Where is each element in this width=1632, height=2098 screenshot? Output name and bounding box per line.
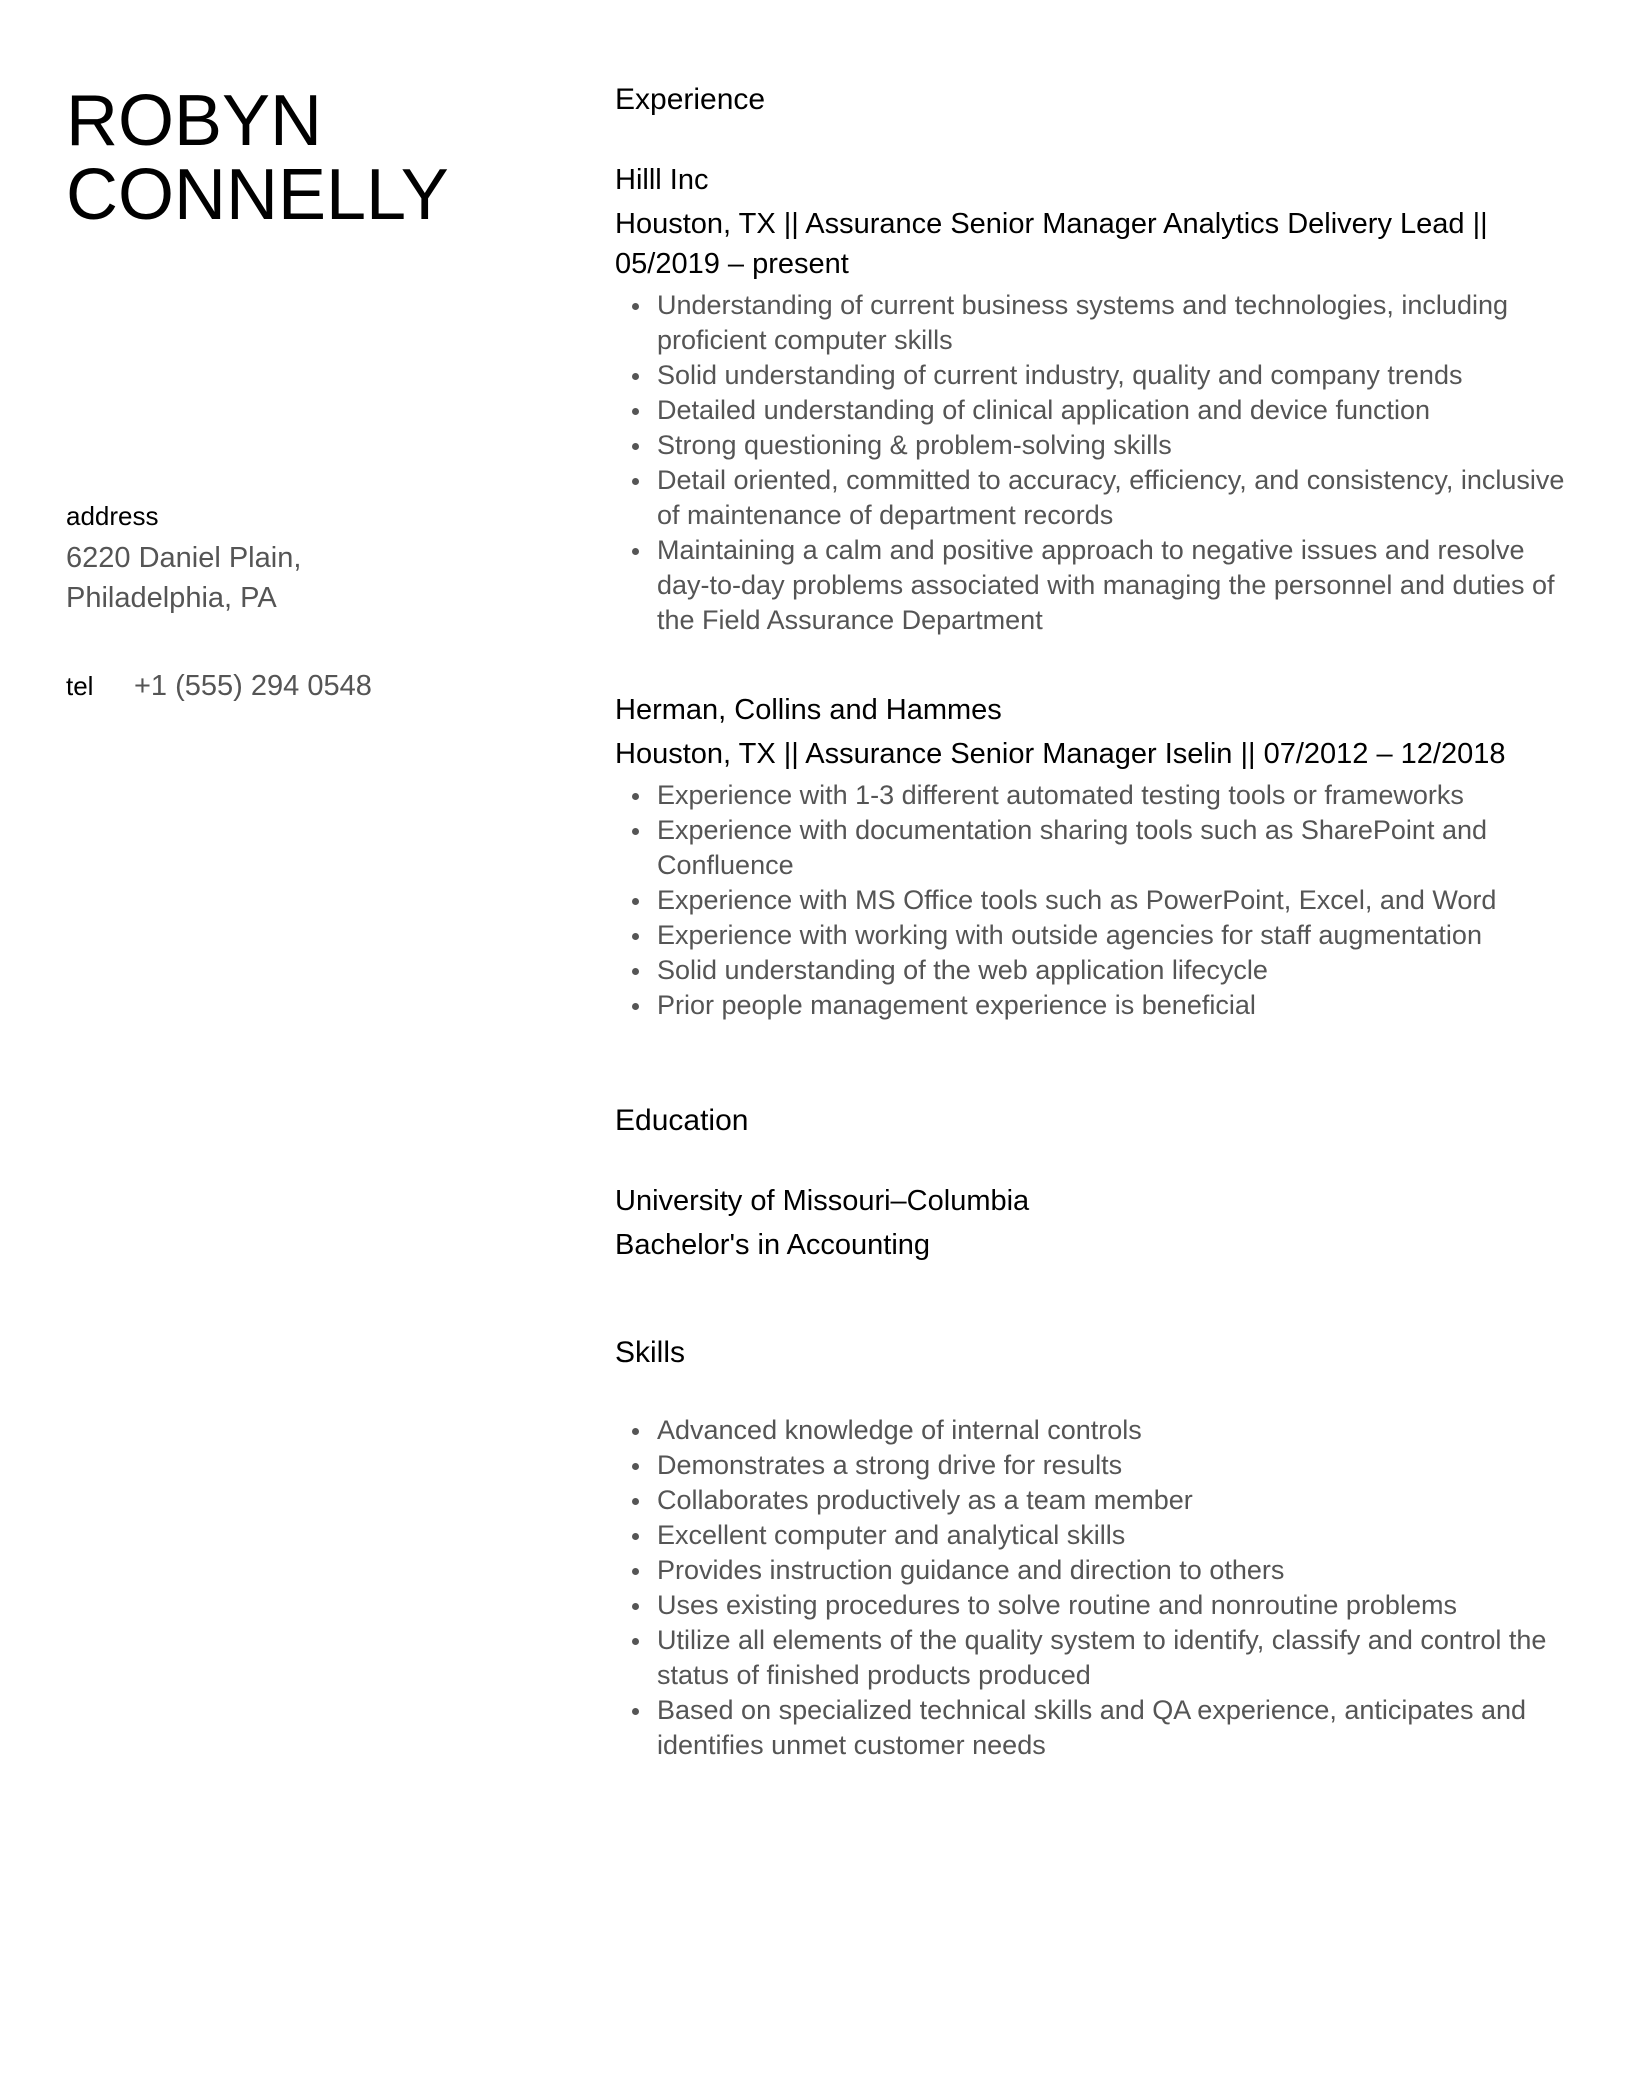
list-item: Solid understanding of the web application lifecycle	[615, 953, 1575, 988]
job-entry	[615, 690, 1575, 1023]
list-item: Demonstrates a strong drive for results	[615, 1448, 1575, 1483]
list-item: Experience with working with outside agencies for staff augmentation	[615, 918, 1575, 953]
job-entry	[615, 160, 1575, 638]
job-company: Herman, Collins and Hammes	[615, 694, 1002, 726]
job-bullets	[615, 288, 1575, 638]
job-bullets	[615, 778, 1575, 1023]
list-item: Prior people management experience is beneficial	[615, 988, 1575, 1023]
address-line-2: Philadelphia, PA	[66, 582, 277, 614]
list-item: Based on specialized technical skills and QA experience, anticipates and identifies unmet customer needs	[615, 1693, 1575, 1763]
education-degree: Bachelor's in Accounting	[615, 1229, 931, 1261]
list-item: Detail oriented, committed to accuracy, efficiency, and consistency, inclusive of maintenance of department records	[615, 463, 1575, 533]
list-item: Collaborates productively as a team member	[615, 1483, 1575, 1518]
education-title: Education	[615, 1104, 749, 1137]
address-label: address	[66, 501, 159, 531]
tel-label: tel	[66, 671, 94, 701]
list-item: Experience with documentation sharing tools such as SharePoint and Confluence	[615, 813, 1575, 883]
list-item: Strong questioning & problem-solving skills	[615, 428, 1575, 463]
tel-block	[66, 666, 546, 706]
tel-value: +1 (555) 294 0548	[134, 670, 372, 702]
skills-title: Skills	[615, 1336, 686, 1369]
list-item: Understanding of current business systems and technologies, including proficient computer skills	[615, 288, 1575, 358]
main-content	[615, 80, 1575, 1763]
address-lines	[66, 538, 546, 618]
experience-title: Experience	[615, 83, 766, 116]
list-item: Solid understanding of current industry, quality and company trends	[615, 358, 1575, 393]
address-line-1: 6220 Daniel Plain,	[66, 542, 302, 574]
list-item: Provides instruction guidance and direction to others	[615, 1553, 1575, 1588]
last-name: CONNELLY	[66, 155, 449, 235]
list-item: Advanced knowledge of internal controls	[615, 1413, 1575, 1448]
skills-list	[615, 1413, 1575, 1763]
list-item: Maintaining a calm and positive approach to negative issues and resolve day-to-day problems associated with managing the personnel and duties of the Field Assurance Department	[615, 533, 1575, 638]
job-meta: Houston, TX || Assurance Senior Manager Iselin || 07/2012 – 12/2018	[615, 738, 1506, 770]
job-meta: Houston, TX || Assurance Senior Manager Analytics Delivery Lead || 05/2019 – present	[615, 208, 1488, 280]
list-item: Utilize all elements of the quality system to identify, classify and control the status of finished products produced	[615, 1623, 1575, 1693]
list-item: Uses existing procedures to solve routine and nonroutine problems	[615, 1588, 1575, 1623]
address-block	[66, 500, 546, 618]
list-item: Experience with MS Office tools such as PowerPoint, Excel, and Word	[615, 883, 1575, 918]
name-block	[66, 81, 546, 235]
first-name: ROBYN	[66, 81, 323, 161]
list-item: Detailed understanding of clinical application and device function	[615, 393, 1575, 428]
education-school: University of Missouri–Columbia	[615, 1185, 1030, 1217]
list-item: Experience with 1-3 different automated testing tools or frameworks	[615, 778, 1575, 813]
list-item: Excellent computer and analytical skills	[615, 1518, 1575, 1553]
job-company: Hilll Inc	[615, 164, 709, 196]
